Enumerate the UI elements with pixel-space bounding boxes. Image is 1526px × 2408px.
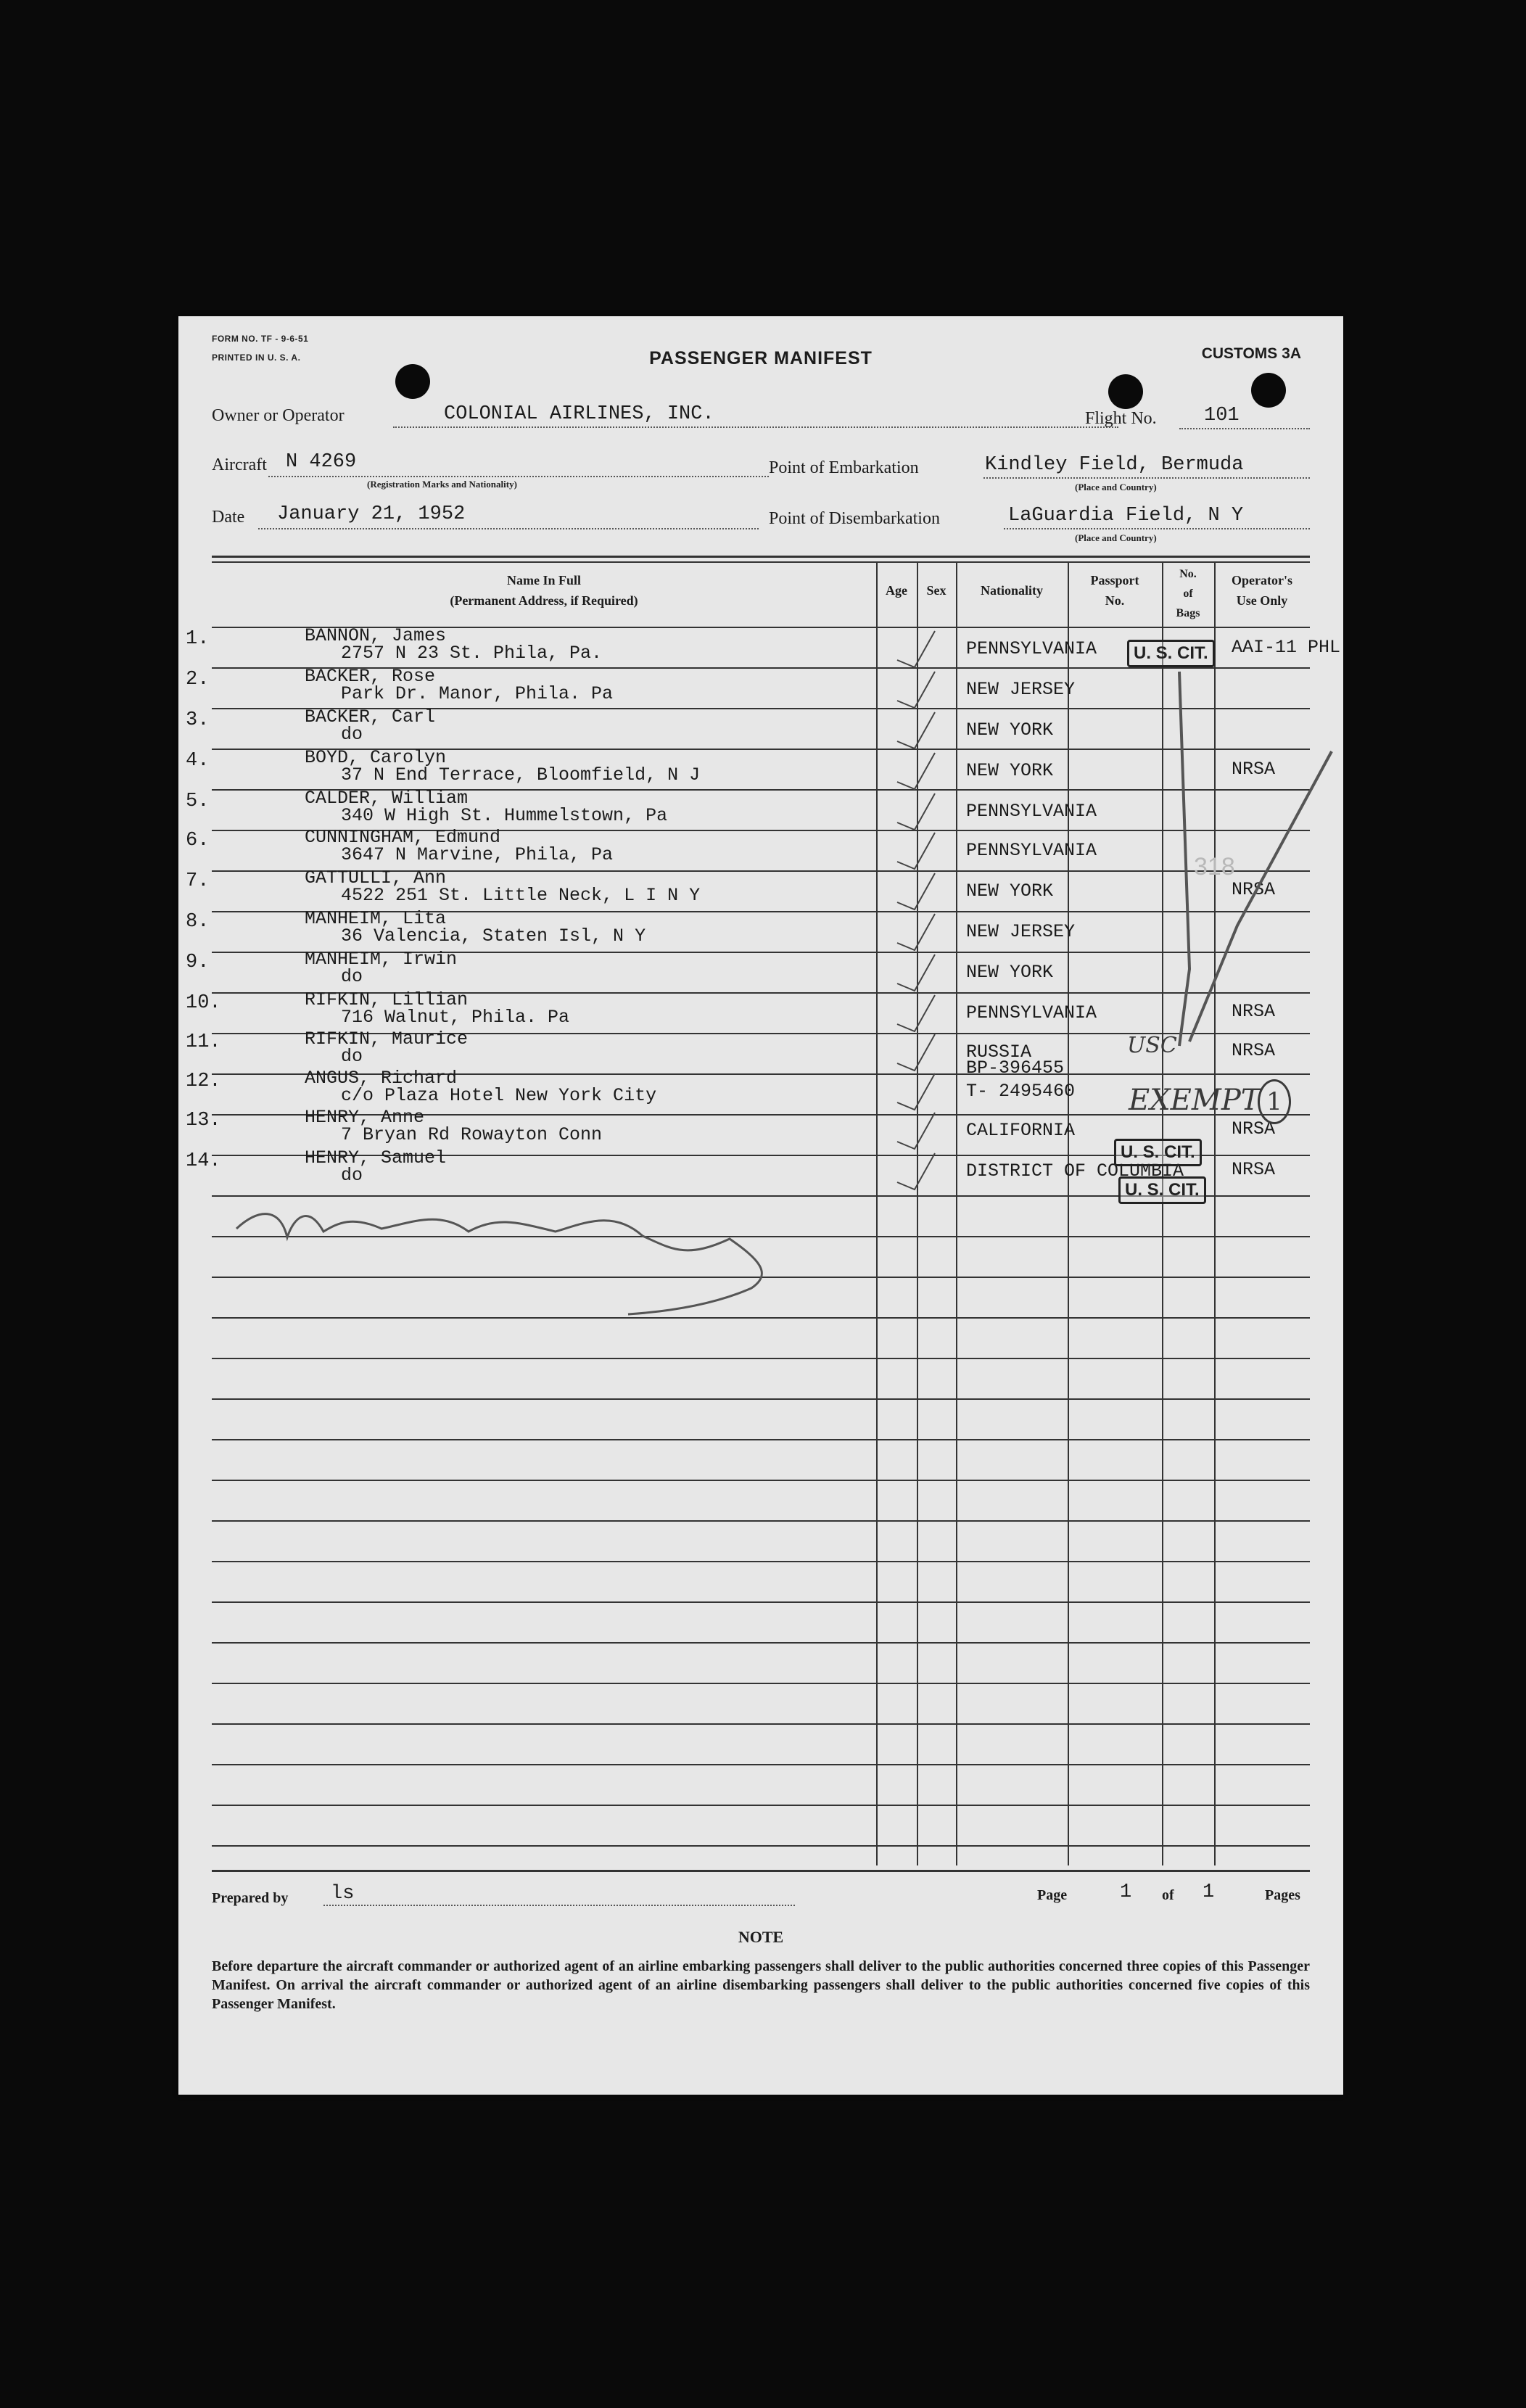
note-title: NOTE (738, 1928, 784, 1946)
page-label: Page (1037, 1887, 1068, 1903)
passenger-name: BACKER, Carl (305, 706, 436, 727)
faint-number: 318 (1194, 853, 1235, 881)
passenger-nationality: T- 2495460 (966, 1081, 1076, 1102)
page-value: 1 (1120, 1881, 1132, 1903)
disembark-label: Point of Disembarkation (769, 509, 940, 528)
operator-use: NRSA (1232, 1118, 1276, 1139)
passenger-address: do (341, 966, 363, 987)
aircraft-sub: (Registration Marks and Nationality) (367, 479, 517, 490)
of-value: 1 (1203, 1881, 1215, 1903)
operator-use: NRSA (1232, 1159, 1276, 1180)
row-number: 5. (186, 791, 210, 812)
passenger-name: BACKER, Rose (305, 666, 436, 687)
flight-value: 101 (1204, 405, 1240, 426)
row-number: 11. (186, 1031, 221, 1053)
handwritten-usc: USC (1127, 1033, 1177, 1058)
exempt-circle-mark: 1 (1258, 1079, 1291, 1124)
passenger-name: BANNON, James (305, 625, 447, 646)
passenger-address: 340 W High St. Hummelstown, Pa (341, 805, 668, 826)
aircraft-label: Aircraft (212, 455, 267, 474)
operator-use: AAI-11 PHL (1232, 637, 1341, 658)
passenger-nationality: PENNSYLVANIA (966, 801, 1097, 822)
passenger-name: RIFKIN, Maurice (305, 1028, 469, 1050)
note-text: Before departure the aircraft commander or authorized agent of an airline embarking passengers shall deliver to the public authorities concerned three copies of this Passenger Manifest. On arrival the aircraft commander or authorized agent of an airline disembarking passengers shall deliver to the public authorities concerned five copies of this Passenger Manifest. (212, 1958, 1310, 2012)
col-header-nationality: Nationality (980, 583, 1043, 598)
passenger-address: 7 Bryan Rd Rowayton Conn (341, 1124, 603, 1145)
check-mark-drawing (178, 316, 1343, 2095)
operator-use: NRSA (1232, 1040, 1276, 1061)
passenger-name: HENRY, Anne (305, 1107, 425, 1128)
col-header-bags-line1: No. (1179, 568, 1197, 580)
passenger-nationality: NEW JERSEY (966, 921, 1076, 942)
row-number: 13. (186, 1110, 221, 1131)
owner-value: COLONIAL AIRLINES, INC. (444, 403, 714, 425)
passenger-name: HENRY, Samuel (305, 1147, 447, 1168)
owner-label: Owner or Operator (212, 406, 345, 425)
passenger-name: MANHEIM, Lita (305, 908, 447, 929)
passenger-nationality: DISTRICT OF COLUMBIA (966, 1160, 1184, 1182)
passenger-address: 4522 251 St. Little Neck, L I N Y (341, 885, 701, 906)
aircraft-value: N 4269 (286, 451, 357, 473)
row-number: 9. (186, 952, 210, 973)
row-number: 4. (186, 750, 210, 772)
us-citizen-stamp: U. S. CIT. (1118, 1176, 1206, 1204)
passenger-nationality: NEW JERSEY (966, 679, 1076, 700)
date-value: January 21, 1952 (277, 503, 466, 525)
operator-use: NRSA (1232, 1001, 1276, 1022)
passenger-nationality: PENNSYLVANIA (966, 1002, 1097, 1023)
col-header-operator-line1: Operator's (1232, 573, 1292, 587)
of-label: of (1162, 1887, 1174, 1903)
embark-value: Kindley Field, Bermuda (985, 454, 1244, 476)
us-citizen-stamp: U. S. CIT. (1127, 640, 1215, 667)
col-header-passport-line1: Passport (1090, 573, 1139, 587)
passenger-nationality: NEW YORK (966, 760, 1054, 781)
row-number: 2. (186, 669, 210, 690)
passenger-address: c/o Plaza Hotel New York City (341, 1085, 657, 1106)
passenger-address: 3647 N Marvine, Phila, Pa (341, 844, 614, 865)
printed-in: PRINTED IN U. S. A. (212, 352, 301, 363)
passenger-nationality: RUSSIA (966, 1042, 1032, 1063)
exempt-note: EXEMPT (1129, 1084, 1261, 1117)
passenger-address: do (341, 1165, 363, 1186)
row-number: 3. (186, 709, 210, 731)
row-number: 10. (186, 992, 221, 1014)
passenger-nationality: PENNSYLVANIA (966, 638, 1097, 659)
operator-use: NRSA (1232, 879, 1276, 900)
col-header-age: Age (886, 583, 907, 598)
disembark-value: LaGuardia Field, N Y (1008, 505, 1244, 527)
col-header-bags-line2: of (1183, 587, 1193, 600)
col-header-name-line2: (Permanent Address, if Required) (450, 593, 638, 608)
passenger-name: GATTULLI, Ann (305, 867, 447, 888)
col-header-sex: Sex (926, 583, 946, 598)
row-number: 12. (186, 1071, 221, 1092)
col-header-passport-line2: No. (1105, 593, 1125, 608)
date-label: Date (212, 508, 245, 527)
passenger-nationality: PENNSYLVANIA (966, 840, 1097, 861)
passenger-nationality: NEW YORK (966, 719, 1054, 741)
embark-label: Point of Embarkation (769, 458, 919, 477)
row-number: 7. (186, 870, 210, 892)
passenger-address: do (341, 724, 363, 745)
col-header-bags-line3: Bags (1176, 607, 1200, 619)
operator-use: NRSA (1232, 759, 1276, 780)
passenger-address: 37 N End Terrace, Bloomfield, N J (341, 764, 701, 786)
passenger-address: 2757 N 23 St. Phila, Pa. (341, 643, 603, 664)
us-citizen-stamp: U. S. CIT. (1114, 1139, 1202, 1166)
disembark-sub: (Place and Country) (1075, 532, 1157, 543)
passenger-name: ANGUS, Richard (305, 1068, 458, 1089)
form-title: PASSENGER MANIFEST (649, 348, 873, 368)
passenger-name: MANHEIM, Irwin (305, 949, 458, 970)
passenger-nationality: NEW YORK (966, 881, 1054, 902)
passenger-address: do (341, 1046, 363, 1067)
customs-code: CUSTOMS 3A (1201, 345, 1301, 362)
passenger-passport: BP-396455 (966, 1057, 1065, 1079)
prepared-label: Prepared by (212, 1890, 289, 1906)
passenger-name: CUNNINGHAM, Edmund (305, 827, 501, 848)
col-header-operator-line2: Use Only (1236, 593, 1288, 608)
pages-label: Pages (1265, 1887, 1300, 1903)
passenger-address: 36 Valencia, Staten Isl, N Y (341, 925, 646, 947)
passenger-name: BOYD, Carolyn (305, 747, 447, 768)
prepared-value: ls (331, 1883, 355, 1905)
embark-sub: (Place and Country) (1075, 482, 1157, 492)
row-number: 1. (186, 628, 210, 650)
passenger-address: Park Dr. Manor, Phila. Pa (341, 683, 614, 704)
row-number: 6. (186, 830, 210, 852)
col-header-name-line1: Name In Full (506, 573, 581, 587)
form-number: FORM NO. TF - 9-6-51 (212, 334, 309, 344)
flight-label: Flight No. (1085, 409, 1157, 428)
manifest-sheet (178, 316, 1343, 2095)
passenger-name: CALDER, William (305, 788, 469, 809)
row-number: 14. (186, 1150, 221, 1172)
passenger-name: RIFKIN, Lillian (305, 989, 469, 1010)
passenger-nationality: CALIFORNIA (966, 1120, 1076, 1141)
passenger-address: 716 Walnut, Phila. Pa (341, 1007, 570, 1028)
passenger-nationality: NEW YORK (966, 962, 1054, 983)
row-number: 8. (186, 911, 210, 933)
